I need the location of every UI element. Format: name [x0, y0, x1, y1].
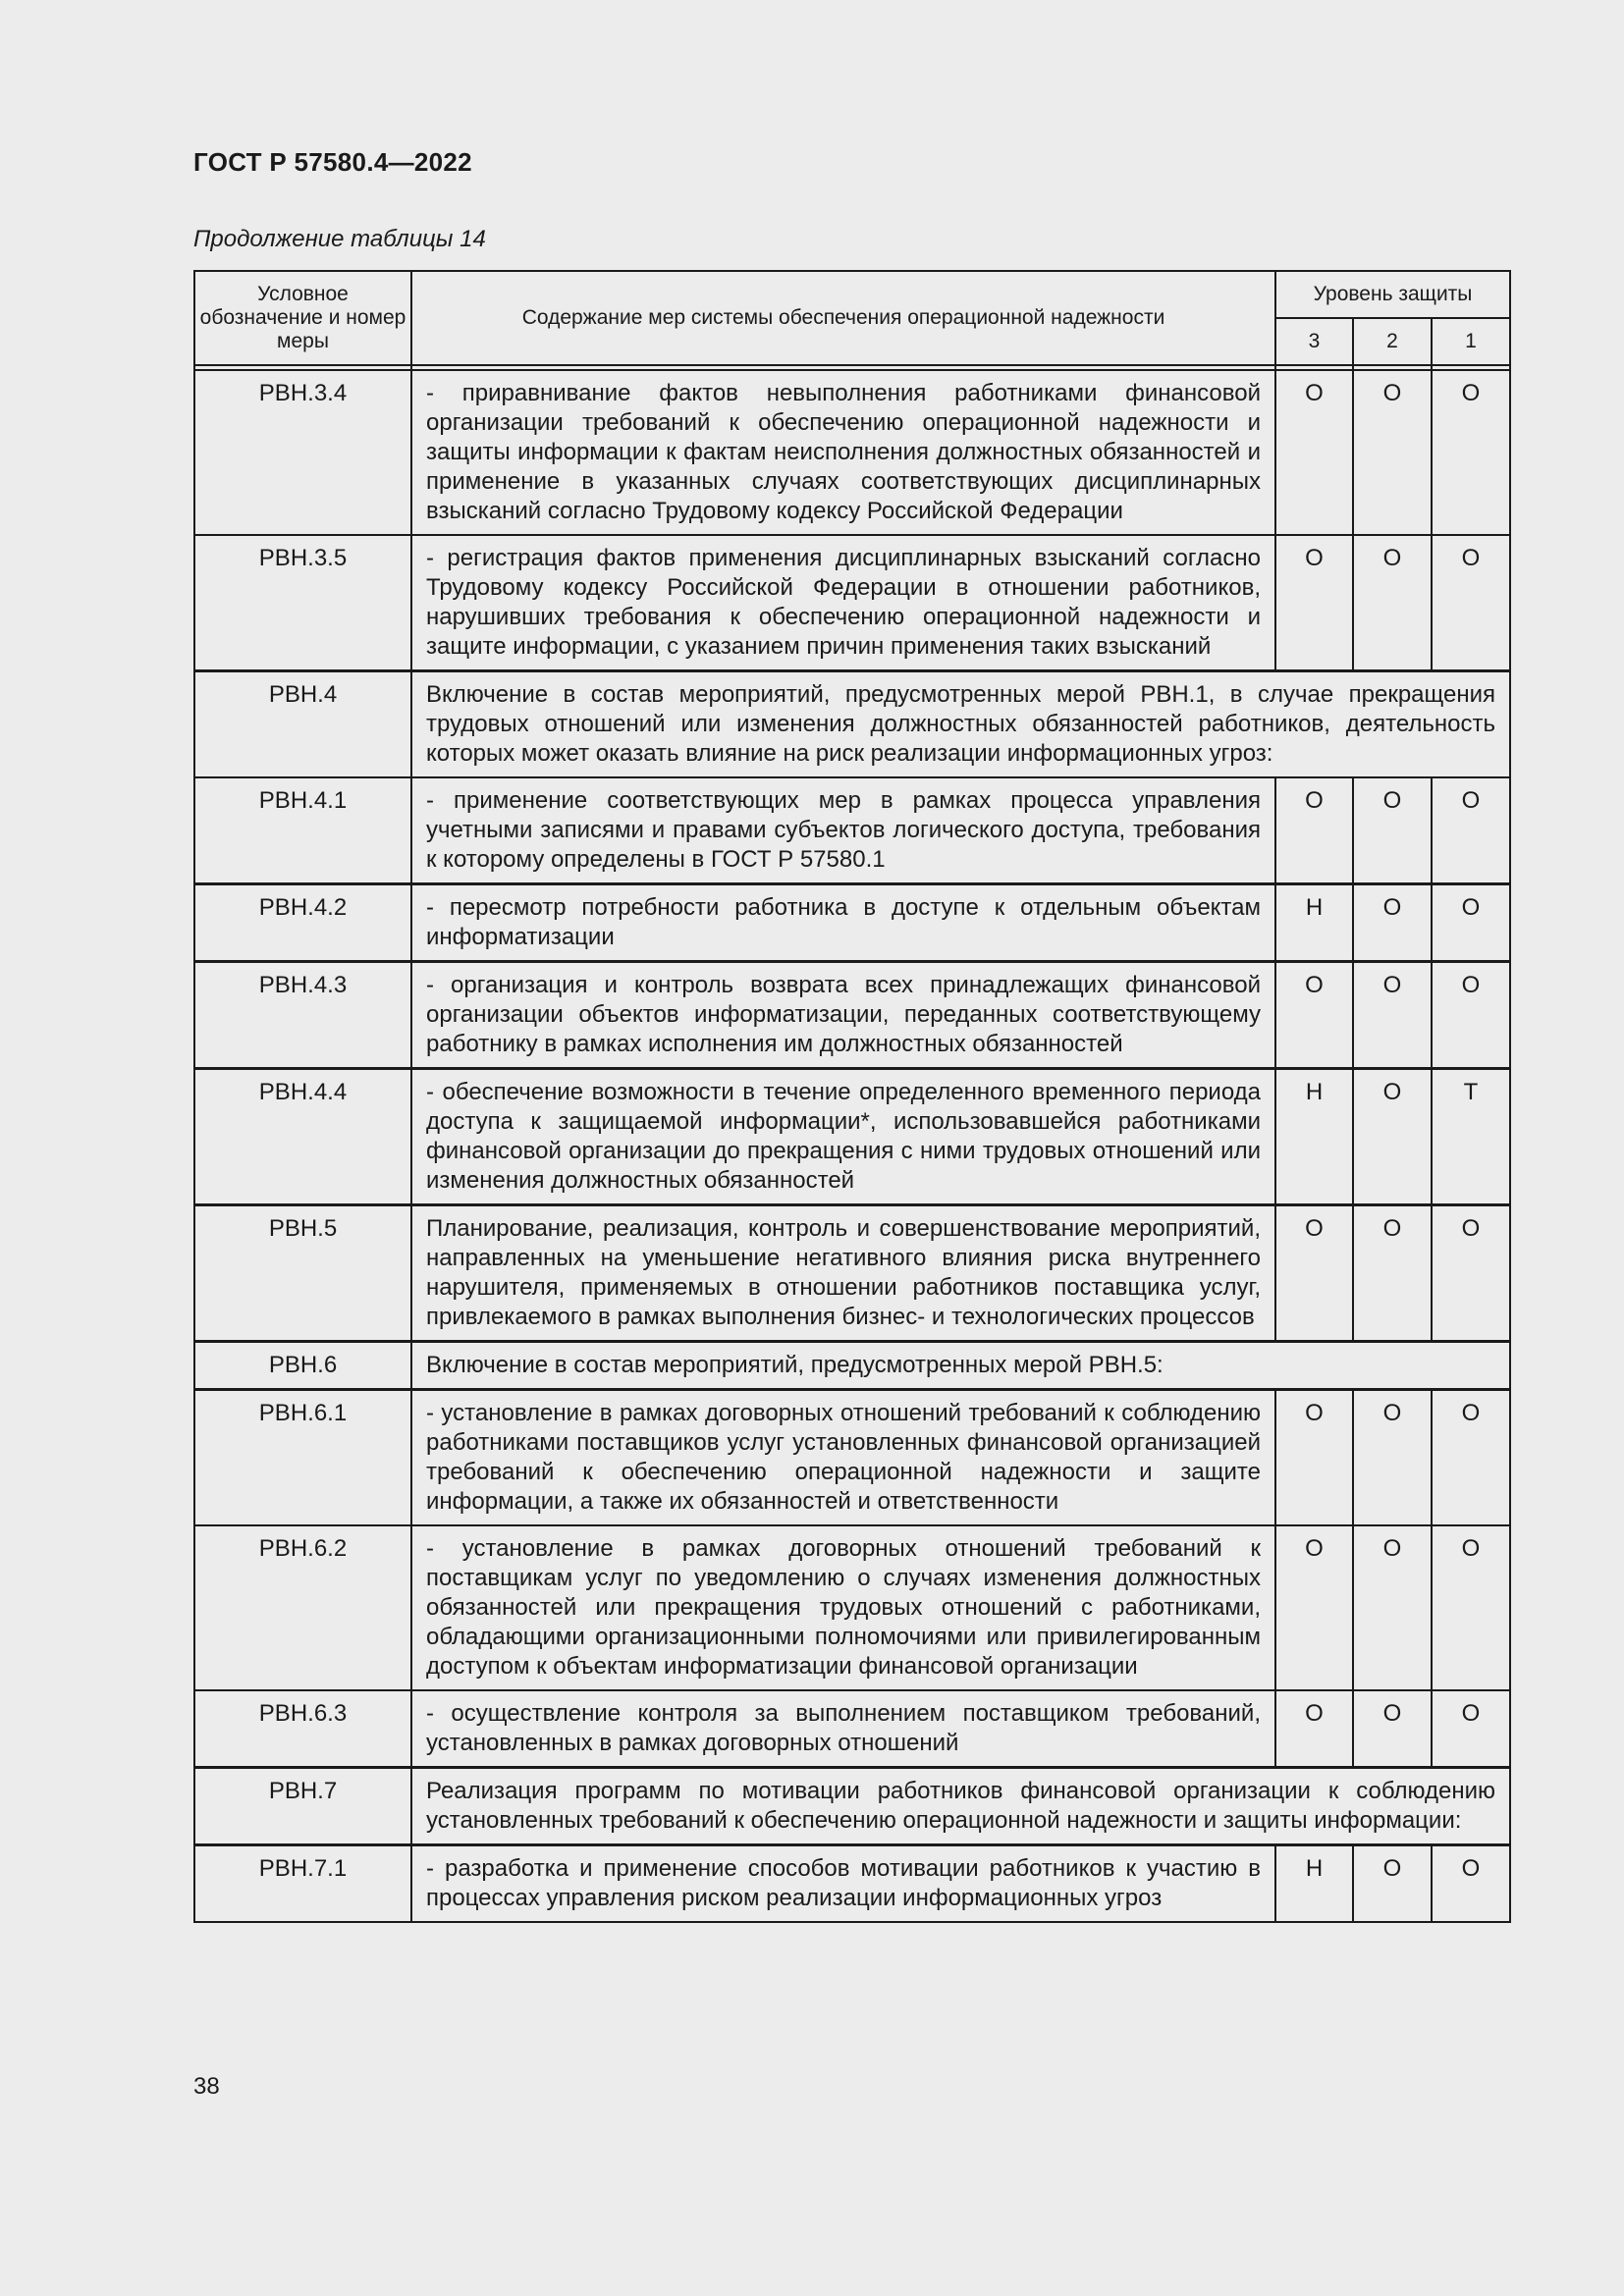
measure-code: РВН.6 — [194, 1342, 411, 1390]
level-1-mark: Т — [1432, 1069, 1510, 1205]
table-caption: Продолжение таблицы 14 — [193, 226, 486, 252]
measure-text: Включение в состав мероприятий, предусмотренных мерой РВН.5: — [411, 1342, 1510, 1390]
level-1-mark: О — [1432, 535, 1510, 671]
level-2-mark: О — [1353, 1205, 1432, 1342]
level-2-mark: О — [1353, 962, 1432, 1069]
measure-text: - пересмотр потребности работника в доступе к отдельным объектам информатизации — [411, 884, 1275, 962]
level-2-mark: О — [1353, 777, 1432, 884]
measure-code: РВН.4.1 — [194, 777, 411, 884]
measure-text: - приравнивание фактов невыполнения работниками финансовой организации требований к обеспечению операционной надежности и защиты информации к фактам неисполнения должностных обязанностей и применение в указанных случаях соответствующих дисциплинарных взысканий согласно Трудовому кодексу Российской Федерации — [411, 370, 1275, 535]
level-1-mark: О — [1432, 1845, 1510, 1923]
measure-code: РВН.7.1 — [194, 1845, 411, 1923]
table-body — [194, 370, 1510, 1922]
measure-text: - установление в рамках договорных отношений требований к поставщикам услуг по уведомлению о случаях изменения должностных обязанностей или прекращения трудовых отношений с работниками, обладающими организационными полномочиями или привилегированным доступом к объектам информатизации финансовой организации — [411, 1525, 1275, 1690]
measure-code: РВН.5 — [194, 1205, 411, 1342]
measure-text: - организация и контроль возврата всех принадлежащих финансовой организации объектов информатизации, переданных соответствующему работнику в рамках исполнения им должностных обязанностей — [411, 962, 1275, 1069]
header-content: Содержание мер системы обеспечения операционной надежности — [411, 271, 1275, 365]
measure-code: РВН.4.3 — [194, 962, 411, 1069]
measure-text: - применение соответствующих мер в рамках процесса управления учетными записями и правами субъектов логического доступа, требования к которому определены в ГОСТ Р 57580.1 — [411, 777, 1275, 884]
level-2-mark: О — [1353, 1390, 1432, 1526]
table-row — [194, 962, 1510, 1069]
level-3-mark: Н — [1275, 884, 1353, 962]
measure-code: РВН.4.2 — [194, 884, 411, 962]
measure-code: РВН.3.4 — [194, 370, 411, 535]
level-2-mark: О — [1353, 1690, 1432, 1768]
level-2-mark: О — [1353, 1845, 1432, 1923]
table-row — [194, 1205, 1510, 1342]
header-protection-level: Уровень защиты — [1275, 271, 1510, 318]
header-level-1: 1 — [1432, 318, 1510, 365]
level-1-mark: О — [1432, 370, 1510, 535]
measure-code: РВН.7 — [194, 1768, 411, 1845]
level-3-mark: О — [1275, 962, 1353, 1069]
table-row — [194, 1690, 1510, 1768]
level-3-mark: О — [1275, 1525, 1353, 1690]
level-3-mark: О — [1275, 370, 1353, 535]
measure-text: Реализация программ по мотивации работников финансовой организации к соблюдению установленных требований к обеспечению операционной надежности и защиты информации: — [411, 1768, 1510, 1845]
level-1-mark: О — [1432, 777, 1510, 884]
level-3-mark: О — [1275, 777, 1353, 884]
measure-text: Планирование, реализация, контроль и совершенствование мероприятий, направленных на уменьшение негативного влияния риска внутреннего нарушителя, применяемых в отношении работников поставщика услуг, привлекаемого в рамках выполнения бизнес- и технологических процессов — [411, 1205, 1275, 1342]
level-3-mark: О — [1275, 1390, 1353, 1526]
table-row — [194, 1390, 1510, 1526]
level-1-mark: О — [1432, 884, 1510, 962]
level-3-mark: О — [1275, 1690, 1353, 1768]
level-2-mark: О — [1353, 884, 1432, 962]
level-3-mark: Н — [1275, 1069, 1353, 1205]
table-row — [194, 535, 1510, 671]
table-row — [194, 671, 1510, 778]
level-2-mark: О — [1353, 1069, 1432, 1205]
level-1-mark: О — [1432, 962, 1510, 1069]
measure-text: - установление в рамках договорных отношений требований к соблюдению работниками поставщиков услуг установленных финансовой организацией требований к обеспечению операционной надежности и защите информации, а также их обязанностей и ответственности — [411, 1390, 1275, 1526]
header-level-2: 2 — [1353, 318, 1432, 365]
measure-text: - разработка и применение способов мотивации работников к участию в процессах управления риском реализации информационных угроз — [411, 1845, 1275, 1923]
table-row — [194, 1525, 1510, 1690]
measure-code: РВН.6.1 — [194, 1390, 411, 1526]
header-code: Условное обозначение и номер меры — [194, 271, 411, 365]
level-3-mark: О — [1275, 535, 1353, 671]
header-level-3: 3 — [1275, 318, 1353, 365]
measure-code: РВН.6.3 — [194, 1690, 411, 1768]
level-2-mark: О — [1353, 535, 1432, 671]
measure-code: РВН.4.4 — [194, 1069, 411, 1205]
level-1-mark: О — [1432, 1525, 1510, 1690]
level-1-mark: О — [1432, 1205, 1510, 1342]
table-row — [194, 1845, 1510, 1923]
measure-text: Включение в состав мероприятий, предусмотренных мерой РВН.1, в случае прекращения трудовых отношений или изменения должностных обязанностей работников, деятельность которых может оказать влияние на риск реализации информационных угроз: — [411, 671, 1510, 778]
measure-text: - обеспечение возможности в течение определенного временного периода доступа к защищаемой информации*, использовавшейся работниками финансовой организации до прекращения с ними трудовых отношений или изменения должностных обязанностей — [411, 1069, 1275, 1205]
level-1-mark: О — [1432, 1390, 1510, 1526]
measure-code: РВН.6.2 — [194, 1525, 411, 1690]
level-3-mark: О — [1275, 1205, 1353, 1342]
level-1-mark: О — [1432, 1690, 1510, 1768]
table-row — [194, 884, 1510, 962]
measure-text: - осуществление контроля за выполнением поставщиком требований, установленных в рамках договорных отношений — [411, 1690, 1275, 1768]
level-2-mark: О — [1353, 1525, 1432, 1690]
table-row — [194, 777, 1510, 884]
measure-code: РВН.4 — [194, 671, 411, 778]
table-header — [194, 271, 1510, 370]
table-row — [194, 1342, 1510, 1390]
table-row — [194, 1768, 1510, 1845]
level-3-mark: Н — [1275, 1845, 1353, 1923]
measures-table — [193, 270, 1511, 1923]
measure-code: РВН.3.5 — [194, 535, 411, 671]
page-number: 38 — [193, 2073, 220, 2100]
document-title: ГОСТ Р 57580.4—2022 — [193, 147, 472, 177]
measure-text: - регистрация фактов применения дисциплинарных взысканий согласно Трудовому кодексу Российской Федерации в отношении работников, нарушивших требования к обеспечению операционной надежности и защите информации, с указанием причин применения таких взысканий — [411, 535, 1275, 671]
level-2-mark: О — [1353, 370, 1432, 535]
table-row — [194, 1069, 1510, 1205]
table-row — [194, 370, 1510, 535]
